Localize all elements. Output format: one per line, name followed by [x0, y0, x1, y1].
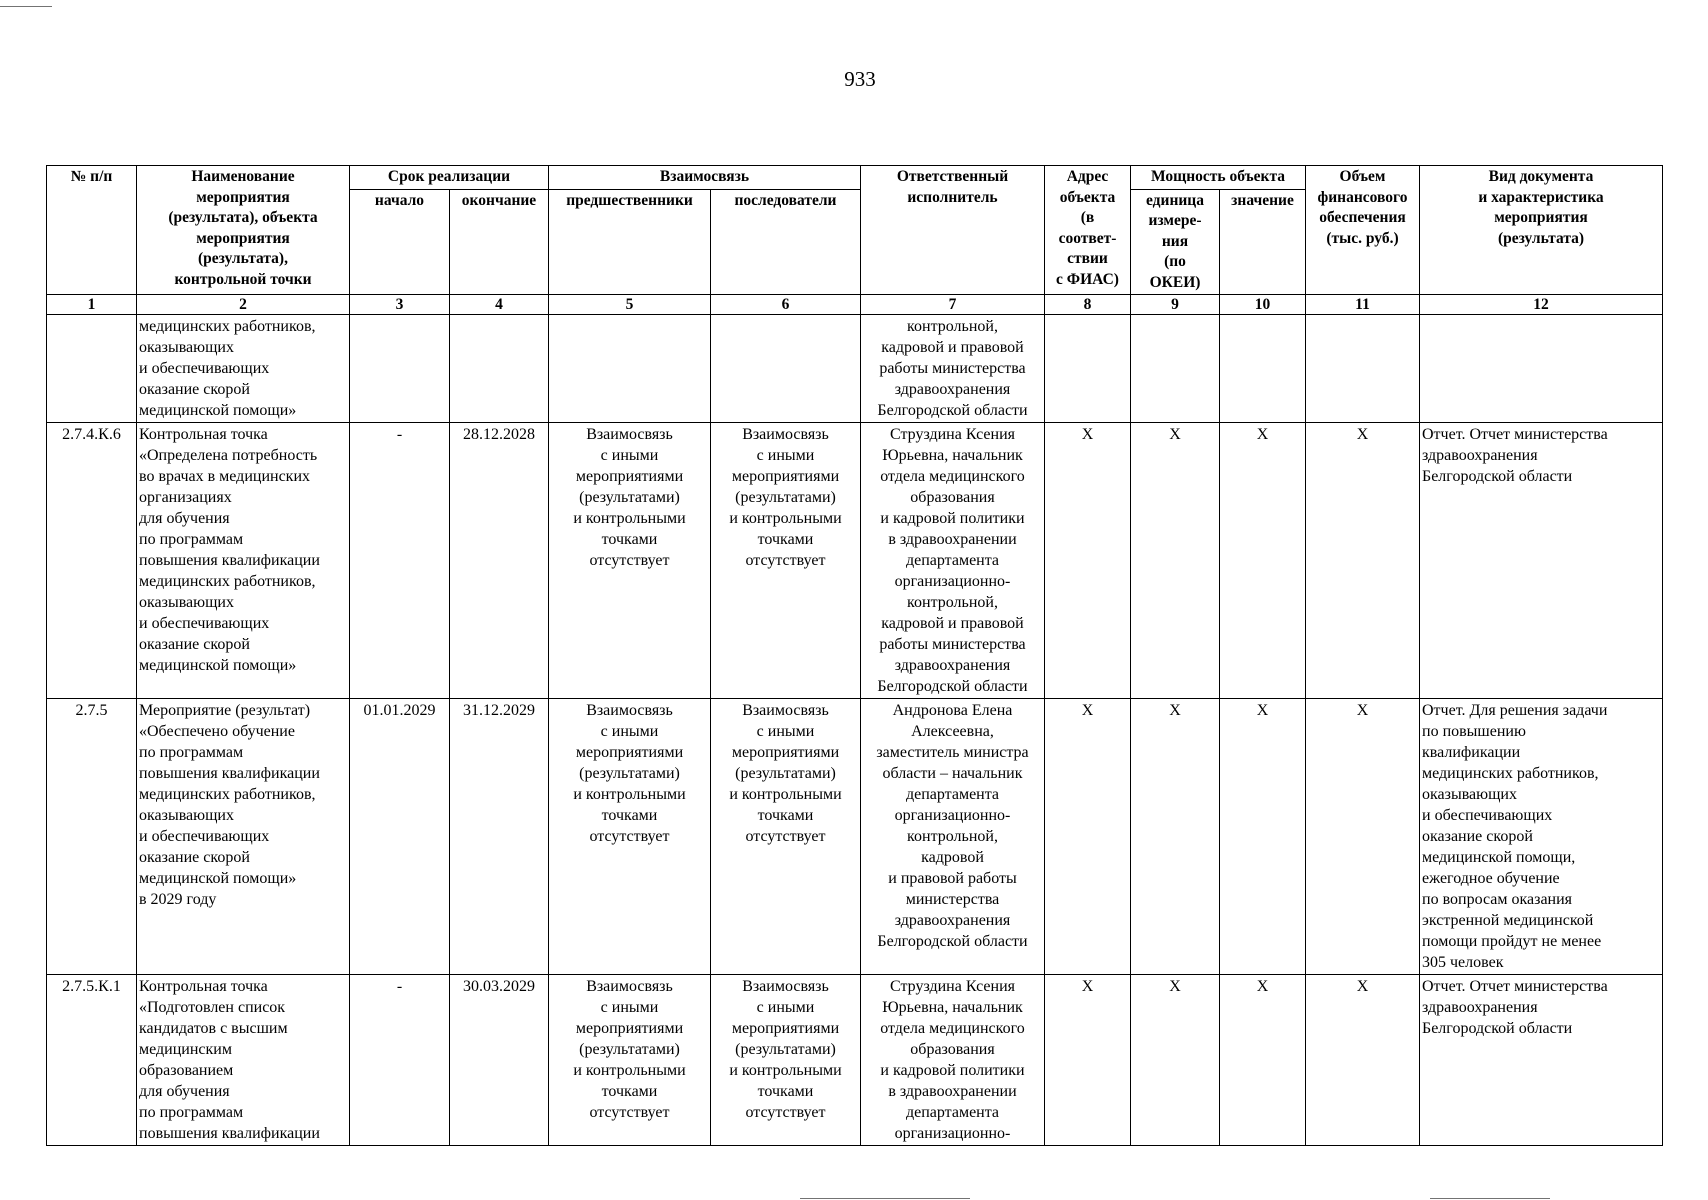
header-term-end: окончание	[450, 189, 549, 295]
cell-end: 31.12.2029	[450, 699, 549, 975]
cell-address	[1045, 315, 1131, 423]
cell-predecessors	[549, 315, 711, 423]
header-link-prev: предшественники	[549, 189, 711, 295]
column-number: 7	[861, 295, 1045, 315]
cell-address: X	[1045, 699, 1131, 975]
cell-successors: Взаимосвязь с иными мероприятиями (результатами) и контрольными точками отсутствует	[711, 975, 861, 1146]
header-name: Наименование мероприятия (результата), объекта мероприятия (результата), контрольной точки	[137, 166, 350, 295]
cell-name: Контрольная точка «Подготовлен список кандидатов с высшим медицинским образованием для обучения по программам повышения квалификации	[137, 975, 350, 1146]
header-finance: Объем финансового обеспечения (тыс. руб.)	[1306, 166, 1420, 295]
table-row	[47, 699, 1663, 975]
cell-end: 30.03.2029	[450, 975, 549, 1146]
cell-unit: X	[1131, 423, 1220, 699]
cell-finance: X	[1306, 423, 1420, 699]
cell-finance	[1306, 315, 1420, 423]
column-number-row	[47, 295, 1663, 315]
cell-start: -	[350, 975, 450, 1146]
table-row	[47, 423, 1663, 699]
cell-name: медицинских работников, оказывающих и обеспечивающих оказание скорой медицинской помощи»	[137, 315, 350, 423]
cell-name: Контрольная точка «Определена потребность во врачах в медицинских организациях для обучения по программам повышения квалификации медицинских работников, оказывающих и обеспечивающих оказание скорой медицинской помощи»	[137, 423, 350, 699]
cell-finance: X	[1306, 975, 1420, 1146]
column-number: 1	[47, 295, 137, 315]
cell-start: 01.01.2029	[350, 699, 450, 975]
cell-document: Отчет. Отчет министерства здравоохранения Белгородской области	[1420, 975, 1663, 1146]
cell-predecessors: Взаимосвязь с иными мероприятиями (результатами) и контрольными точками отсутствует	[549, 975, 711, 1146]
cell-finance: X	[1306, 699, 1420, 975]
column-number: 4	[450, 295, 549, 315]
scan-artifact-line	[800, 1198, 970, 1199]
cell-address: X	[1045, 423, 1131, 699]
cell-start	[350, 315, 450, 423]
header-link-next: последователи	[711, 189, 861, 295]
header-capacity-unit: единица измере- ния (по ОКЕИ)	[1131, 189, 1220, 295]
activities-table-container	[46, 165, 1663, 1146]
table-header	[47, 166, 1663, 315]
cell-value	[1220, 315, 1306, 423]
header-address: Адрес объекта (в соответ- ствии с ФИАС)	[1045, 166, 1131, 295]
table-row	[47, 975, 1663, 1146]
cell-successors: Взаимосвязь с иными мероприятиями (результатами) и контрольными точками отсутствует	[711, 699, 861, 975]
cell-responsible: Андронова Елена Алексеевна, заместитель министра области – начальник департамента организационно- контрольной, кадровой и правовой работы министерства здравоохранения Белгородской области	[861, 699, 1045, 975]
cell-start: -	[350, 423, 450, 699]
cell-unit	[1131, 315, 1220, 423]
cell-value: X	[1220, 699, 1306, 975]
cell-value: X	[1220, 975, 1306, 1146]
header-number: № п/п	[47, 166, 137, 295]
column-number: 6	[711, 295, 861, 315]
column-number: 5	[549, 295, 711, 315]
column-number: 9	[1131, 295, 1220, 315]
scan-artifact-line	[1430, 1198, 1550, 1199]
column-number: 12	[1420, 295, 1663, 315]
cell-number: 2.7.4.К.6	[47, 423, 137, 699]
cell-responsible: Струздина Ксения Юрьевна, начальник отдела медицинского образования и кадровой политики в здравоохранении департамента организационно-	[861, 975, 1045, 1146]
column-number: 11	[1306, 295, 1420, 315]
cell-successors	[711, 315, 861, 423]
header-term-group: Срок реализации	[350, 166, 549, 190]
cell-predecessors: Взаимосвязь с иными мероприятиями (результатами) и контрольными точками отсутствует	[549, 699, 711, 975]
column-number: 10	[1220, 295, 1306, 315]
column-number: 2	[137, 295, 350, 315]
cell-unit: X	[1131, 699, 1220, 975]
header-responsible: Ответственный исполнитель	[861, 166, 1045, 295]
table-row	[47, 315, 1663, 423]
cell-document	[1420, 315, 1663, 423]
header-term-start: начало	[350, 189, 450, 295]
cell-end: 28.12.2028	[450, 423, 549, 699]
cell-successors: Взаимосвязь с иными мероприятиями (результатами) и контрольными точками отсутствует	[711, 423, 861, 699]
cell-address: X	[1045, 975, 1131, 1146]
table-body	[47, 315, 1663, 1146]
cell-number: 2.7.5.К.1	[47, 975, 137, 1146]
header-link-group: Взаимосвязь	[549, 166, 861, 190]
header-capacity-group: Мощность объекта	[1131, 166, 1306, 190]
cell-end	[450, 315, 549, 423]
activities-table	[46, 165, 1663, 1146]
cell-value: X	[1220, 423, 1306, 699]
page-number: 933	[844, 67, 876, 91]
cell-document: Отчет. Для решения задачи по повышению квалификации медицинских работников, оказывающих и обеспечивающих оказание скорой медицинской помощи, ежегодное обучение по вопросам оказания экстренной медицинской помощи пройдут не менее 305 человек	[1420, 699, 1663, 975]
cell-number	[47, 315, 137, 423]
header-document: Вид документа и характеристика мероприятия (результата)	[1420, 166, 1663, 295]
cell-responsible: контрольной, кадровой и правовой работы министерства здравоохранения Белгородской области	[861, 315, 1045, 423]
column-number: 8	[1045, 295, 1131, 315]
column-number: 3	[350, 295, 450, 315]
cell-name: Мероприятие (результат) «Обеспечено обучение по программам повышения квалификации медицинских работников, оказывающих и обеспечивающих оказание скорой медицинской помощи» в 2029 году	[137, 699, 350, 975]
cell-predecessors: Взаимосвязь с иными мероприятиями (результатами) и контрольными точками отсутствует	[549, 423, 711, 699]
scan-artifact-line	[0, 6, 52, 7]
header-capacity-value: значение	[1220, 189, 1306, 295]
cell-number: 2.7.5	[47, 699, 137, 975]
cell-unit: X	[1131, 975, 1220, 1146]
cell-document: Отчет. Отчет министерства здравоохранения Белгородской области	[1420, 423, 1663, 699]
cell-responsible: Струздина Ксения Юрьевна, начальник отдела медицинского образования и кадровой политики в здравоохранении департамента организационно- контрольной, кадровой и правовой работы министерства здравоохранения Белгородской области	[861, 423, 1045, 699]
